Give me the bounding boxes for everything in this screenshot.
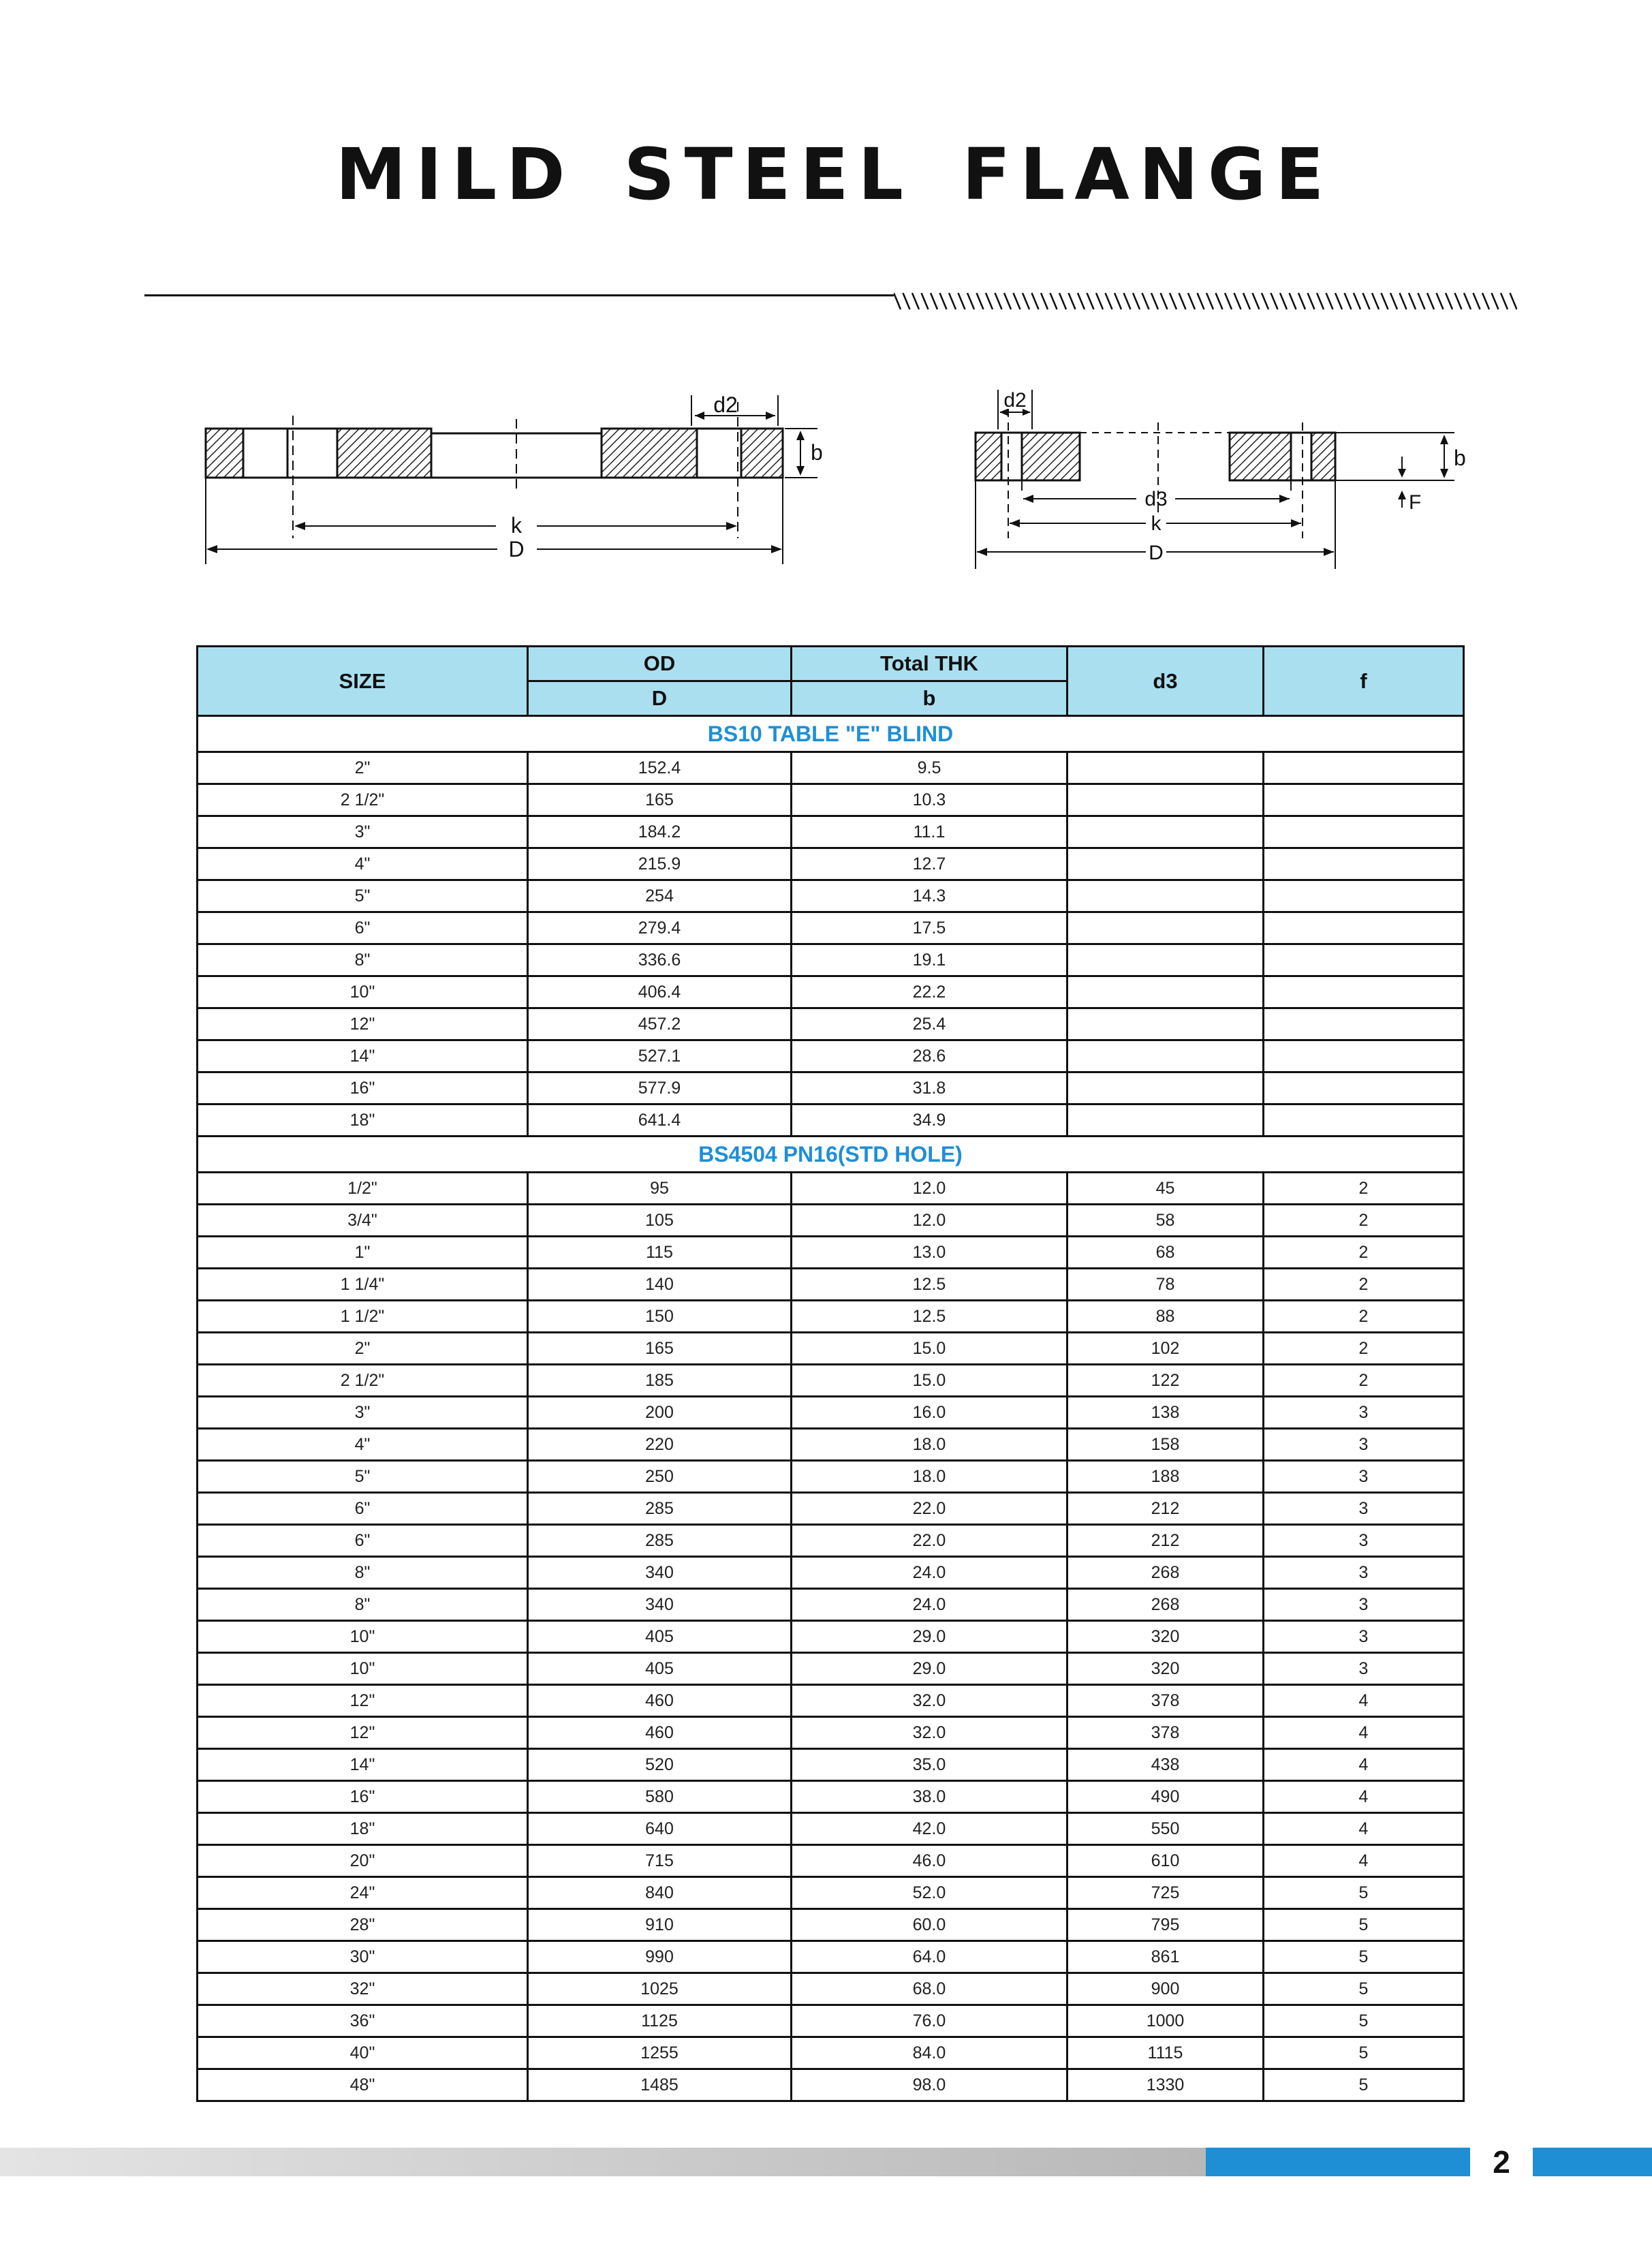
size-cell: 8" (198, 1557, 528, 1589)
table-row (198, 784, 1464, 816)
flange-spec-table (196, 645, 1465, 2102)
od-cell: 715 (528, 1845, 792, 1877)
od-cell: 140 (528, 1269, 792, 1301)
od-cell: 336.6 (528, 944, 792, 976)
thk-cell: 32.0 (792, 1717, 1067, 1749)
d3-cell: 212 (1067, 1493, 1264, 1525)
f-cell: 5 (1264, 1909, 1464, 1941)
d3-cell: 378 (1067, 1717, 1264, 1749)
size-cell: 14" (198, 1040, 528, 1072)
thk-cell: 22.2 (792, 976, 1067, 1008)
table-row (198, 1040, 1464, 1072)
thk-cell: 22.0 (792, 1493, 1067, 1525)
d3-cell: 725 (1067, 1877, 1264, 1909)
d3-cell (1067, 944, 1264, 976)
od-cell: 285 (528, 1493, 792, 1525)
size-cell: 18" (198, 1104, 528, 1137)
f-cell: 5 (1264, 1941, 1464, 1973)
table-row (198, 1781, 1464, 1813)
od-cell: 577.9 (528, 1072, 792, 1104)
d3-cell: 212 (1067, 1525, 1264, 1557)
section-row (198, 716, 1464, 752)
section-row (198, 1137, 1464, 1173)
table-row (198, 1685, 1464, 1717)
od-cell: 150 (528, 1301, 792, 1333)
thk-cell: 29.0 (792, 1621, 1067, 1653)
table-row (198, 1008, 1464, 1040)
od-cell: 95 (528, 1173, 792, 1205)
thk-cell: 14.3 (792, 880, 1067, 912)
table-row (198, 848, 1464, 880)
od-cell: 1255 (528, 2037, 792, 2069)
d3-cell: 610 (1067, 1845, 1264, 1877)
F-label-right: F (1409, 491, 1422, 514)
size-cell: 8" (198, 944, 528, 976)
k-label-left: k (511, 513, 522, 538)
od-cell: 580 (528, 1781, 792, 1813)
f-cell: 3 (1264, 1461, 1464, 1493)
size-cell: 4" (198, 848, 528, 880)
od-cell: 184.2 (528, 816, 792, 848)
d3-cell: 268 (1067, 1557, 1264, 1589)
d3-cell: 490 (1067, 1781, 1264, 1813)
thk-cell: 12.0 (792, 1173, 1067, 1205)
size-cell: 20" (198, 1845, 528, 1877)
thk-cell: 31.8 (792, 1072, 1067, 1104)
thk-cell: 18.0 (792, 1429, 1067, 1461)
thk-cell: 60.0 (792, 1909, 1067, 1941)
header-size: SIZE (198, 647, 528, 716)
od-cell: 340 (528, 1557, 792, 1589)
hatched-rule (894, 292, 1517, 311)
od-cell: 457.2 (528, 1008, 792, 1040)
d3-cell: 320 (1067, 1621, 1264, 1653)
table-row (198, 2069, 1464, 2101)
f-cell (1264, 976, 1464, 1008)
size-cell: 1" (198, 1237, 528, 1269)
thk-cell: 9.5 (792, 752, 1067, 784)
f-cell: 5 (1264, 1973, 1464, 2005)
od-cell: 165 (528, 1333, 792, 1365)
table-row (198, 752, 1464, 784)
d3-cell: 188 (1067, 1461, 1264, 1493)
table-row (198, 1429, 1464, 1461)
d3-cell (1067, 816, 1264, 848)
d3-cell: 122 (1067, 1365, 1264, 1397)
page-title: MILD STEEL FLANGE (335, 133, 1334, 216)
size-cell: 36" (198, 2005, 528, 2037)
D-label-right: D (1149, 542, 1164, 564)
d3-cell: 88 (1067, 1301, 1264, 1333)
thk-cell: 13.0 (792, 1237, 1067, 1269)
table-row (198, 816, 1464, 848)
f-cell: 2 (1264, 1269, 1464, 1301)
flange-diagram-left (198, 382, 879, 572)
thk-cell: 12.0 (792, 1205, 1067, 1237)
d3-cell: 45 (1067, 1173, 1264, 1205)
size-cell: 2 1/2" (198, 784, 528, 816)
size-cell: 4" (198, 1429, 528, 1461)
d3-cell: 900 (1067, 1973, 1264, 2005)
f-cell: 2 (1264, 1205, 1464, 1237)
d3-cell (1067, 880, 1264, 912)
thk-cell: 12.5 (792, 1301, 1067, 1333)
size-cell: 30" (198, 1941, 528, 1973)
thk-cell: 68.0 (792, 1973, 1067, 2005)
d2-label-left: d2 (713, 392, 738, 417)
table-row (198, 944, 1464, 976)
header-d3: d3 (1067, 647, 1264, 716)
od-cell: 215.9 (528, 848, 792, 880)
table-row (198, 1205, 1464, 1237)
flange-diagram-right (967, 382, 1485, 606)
od-cell: 285 (528, 1525, 792, 1557)
thk-cell: 10.3 (792, 784, 1067, 816)
d3-cell: 378 (1067, 1685, 1264, 1717)
od-cell: 405 (528, 1621, 792, 1653)
od-cell: 340 (528, 1589, 792, 1621)
size-cell: 3" (198, 816, 528, 848)
header-f: f (1264, 647, 1464, 716)
od-cell: 406.4 (528, 976, 792, 1008)
od-cell: 527.1 (528, 1040, 792, 1072)
thk-cell: 22.0 (792, 1525, 1067, 1557)
size-cell: 6" (198, 912, 528, 944)
table-row (198, 1525, 1464, 1557)
thk-cell: 35.0 (792, 1749, 1067, 1781)
od-cell: 405 (528, 1653, 792, 1685)
f-cell (1264, 816, 1464, 848)
size-cell: 2" (198, 752, 528, 784)
f-cell: 5 (1264, 2005, 1464, 2037)
thk-cell: 32.0 (792, 1685, 1067, 1717)
f-cell: 3 (1264, 1557, 1464, 1589)
f-cell: 5 (1264, 1877, 1464, 1909)
thk-cell: 42.0 (792, 1813, 1067, 1845)
od-cell: 990 (528, 1941, 792, 1973)
f-cell: 2 (1264, 1333, 1464, 1365)
size-cell: 6" (198, 1525, 528, 1557)
d3-cell: 102 (1067, 1333, 1264, 1365)
d3-cell: 550 (1067, 1813, 1264, 1845)
table-row (198, 1301, 1464, 1333)
thk-cell: 19.1 (792, 944, 1067, 976)
od-cell: 910 (528, 1909, 792, 1941)
d3-cell: 438 (1067, 1749, 1264, 1781)
od-cell: 220 (528, 1429, 792, 1461)
f-cell (1264, 912, 1464, 944)
od-cell: 165 (528, 784, 792, 816)
od-cell: 1485 (528, 2069, 792, 2101)
table-row (198, 1909, 1464, 1941)
table-row (198, 2005, 1464, 2037)
f-cell: 5 (1264, 2037, 1464, 2069)
header-total-thk: Total THK (792, 647, 1067, 681)
f-cell: 3 (1264, 1621, 1464, 1653)
thk-cell: 15.0 (792, 1333, 1067, 1365)
thk-cell: 17.5 (792, 912, 1067, 944)
table-row (198, 1461, 1464, 1493)
table-row (198, 1749, 1464, 1781)
section-title: BS4504 PN16(STD HOLE) (198, 1137, 1464, 1173)
od-cell: 152.4 (528, 752, 792, 784)
size-cell: 14" (198, 1749, 528, 1781)
od-cell: 641.4 (528, 1104, 792, 1137)
table-row (198, 1072, 1464, 1104)
thk-cell: 11.1 (792, 816, 1067, 848)
size-cell: 2" (198, 1333, 528, 1365)
table-row (198, 1621, 1464, 1653)
od-cell: 1025 (528, 1973, 792, 2005)
table-row (198, 1813, 1464, 1845)
table-row (198, 880, 1464, 912)
table-row (198, 1365, 1464, 1397)
table-row (198, 1653, 1464, 1685)
od-cell: 460 (528, 1717, 792, 1749)
d3-cell: 268 (1067, 1589, 1264, 1621)
od-cell: 520 (528, 1749, 792, 1781)
page-number: 2 (1470, 2142, 1533, 2182)
table-row (198, 1237, 1464, 1269)
header-od-sub: D (528, 681, 792, 716)
d3-cell (1067, 1072, 1264, 1104)
d3-cell (1067, 1104, 1264, 1137)
od-cell: 250 (528, 1461, 792, 1493)
d3-cell (1067, 912, 1264, 944)
table-row (198, 1941, 1464, 1973)
od-cell: 200 (528, 1397, 792, 1429)
size-cell: 10" (198, 1621, 528, 1653)
f-cell: 4 (1264, 1717, 1464, 1749)
k-label-right: k (1151, 512, 1162, 535)
d3-cell (1067, 1040, 1264, 1072)
size-cell: 5" (198, 1461, 528, 1493)
header-od: OD (528, 647, 792, 681)
thk-cell: 98.0 (792, 2069, 1067, 2101)
od-cell: 115 (528, 1237, 792, 1269)
f-cell: 4 (1264, 1845, 1464, 1877)
f-cell: 4 (1264, 1781, 1464, 1813)
table-row (198, 1717, 1464, 1749)
table-row (198, 1973, 1464, 2005)
f-cell: 5 (1264, 2069, 1464, 2101)
thk-cell: 64.0 (792, 1941, 1067, 1973)
table-row (198, 1877, 1464, 1909)
thk-cell: 38.0 (792, 1781, 1067, 1813)
size-cell: 40" (198, 2037, 528, 2069)
f-cell (1264, 880, 1464, 912)
size-cell: 12" (198, 1717, 528, 1749)
footer-bar-blue-end (1533, 2148, 1652, 2176)
f-cell (1264, 752, 1464, 784)
f-cell: 3 (1264, 1653, 1464, 1685)
size-cell: 8" (198, 1589, 528, 1621)
size-cell: 10" (198, 976, 528, 1008)
thk-cell: 24.0 (792, 1557, 1067, 1589)
d3-cell (1067, 848, 1264, 880)
f-cell: 3 (1264, 1429, 1464, 1461)
table-row (198, 1845, 1464, 1877)
f-cell: 4 (1264, 1813, 1464, 1845)
table-row (198, 912, 1464, 944)
f-cell: 3 (1264, 1525, 1464, 1557)
od-cell: 840 (528, 1877, 792, 1909)
f-cell (1264, 1104, 1464, 1137)
size-cell: 1 1/4" (198, 1269, 528, 1301)
thk-cell: 29.0 (792, 1653, 1067, 1685)
thk-cell: 46.0 (792, 1845, 1067, 1877)
d3-cell: 158 (1067, 1429, 1264, 1461)
table-row (198, 1397, 1464, 1429)
f-cell: 2 (1264, 1365, 1464, 1397)
d3-cell: 1330 (1067, 2069, 1264, 2101)
size-cell: 3" (198, 1397, 528, 1429)
thk-cell: 24.0 (792, 1589, 1067, 1621)
f-cell (1264, 1072, 1464, 1104)
f-cell (1264, 1008, 1464, 1040)
d2-label-right: d2 (1003, 389, 1027, 412)
title-rule (144, 294, 894, 296)
size-cell: 1/2" (198, 1173, 528, 1205)
od-cell: 1125 (528, 2005, 792, 2037)
f-cell: 4 (1264, 1685, 1464, 1717)
od-cell: 279.4 (528, 912, 792, 944)
f-cell: 3 (1264, 1493, 1464, 1525)
d3-label-right: d3 (1144, 488, 1168, 510)
d3-cell (1067, 976, 1264, 1008)
size-cell: 1 1/2" (198, 1301, 528, 1333)
size-cell: 16" (198, 1072, 528, 1104)
f-cell: 2 (1264, 1173, 1464, 1205)
f-cell (1264, 848, 1464, 880)
thk-cell: 28.6 (792, 1040, 1067, 1072)
table-row (198, 1269, 1464, 1301)
od-cell: 460 (528, 1685, 792, 1717)
thk-cell: 12.7 (792, 848, 1067, 880)
d3-cell (1067, 1008, 1264, 1040)
table-row (198, 1557, 1464, 1589)
thk-cell: 16.0 (792, 1397, 1067, 1429)
od-cell: 640 (528, 1813, 792, 1845)
od-cell: 254 (528, 880, 792, 912)
thk-cell: 34.9 (792, 1104, 1067, 1137)
f-cell (1264, 1040, 1464, 1072)
d3-cell: 861 (1067, 1941, 1264, 1973)
footer-bar-blue (1206, 2148, 1470, 2176)
table-row (198, 976, 1464, 1008)
size-cell: 5" (198, 880, 528, 912)
thk-cell: 15.0 (792, 1365, 1067, 1397)
d3-cell: 1115 (1067, 2037, 1264, 2069)
size-cell: 2 1/2" (198, 1365, 528, 1397)
thk-cell: 12.5 (792, 1269, 1067, 1301)
d3-cell (1067, 752, 1264, 784)
b-label-left: b (811, 440, 823, 465)
od-cell: 185 (528, 1365, 792, 1397)
size-cell: 48" (198, 2069, 528, 2101)
size-cell: 12" (198, 1008, 528, 1040)
table-row (198, 1333, 1464, 1365)
size-cell: 6" (198, 1493, 528, 1525)
d3-cell (1067, 784, 1264, 816)
size-cell: 12" (198, 1685, 528, 1717)
d3-cell: 138 (1067, 1397, 1264, 1429)
f-cell: 3 (1264, 1589, 1464, 1621)
od-cell: 105 (528, 1205, 792, 1237)
d3-cell: 58 (1067, 1205, 1264, 1237)
table-row (198, 1104, 1464, 1137)
footer-bar-grey (0, 2148, 1206, 2176)
b-label-right: b (1454, 446, 1466, 470)
f-cell: 4 (1264, 1749, 1464, 1781)
size-cell: 10" (198, 1653, 528, 1685)
table-row (198, 1493, 1464, 1525)
f-cell: 2 (1264, 1237, 1464, 1269)
thk-cell: 76.0 (792, 2005, 1067, 2037)
d3-cell: 68 (1067, 1237, 1264, 1269)
header-thk-sub: b (792, 681, 1067, 716)
thk-cell: 84.0 (792, 2037, 1067, 2069)
size-cell: 3/4" (198, 1205, 528, 1237)
size-cell: 24" (198, 1877, 528, 1909)
table-row (198, 2037, 1464, 2069)
D-label-left: D (508, 537, 525, 561)
table-row (198, 1589, 1464, 1621)
size-cell: 28" (198, 1909, 528, 1941)
size-cell: 32" (198, 1973, 528, 2005)
size-cell: 16" (198, 1781, 528, 1813)
f-cell: 3 (1264, 1397, 1464, 1429)
d3-cell: 795 (1067, 1909, 1264, 1941)
f-cell: 2 (1264, 1301, 1464, 1333)
thk-cell: 52.0 (792, 1877, 1067, 1909)
f-cell (1264, 944, 1464, 976)
size-cell: 18" (198, 1813, 528, 1845)
table-row (198, 1173, 1464, 1205)
thk-cell: 18.0 (792, 1461, 1067, 1493)
d3-cell: 78 (1067, 1269, 1264, 1301)
section-title: BS10 TABLE "E" BLIND (198, 716, 1464, 752)
d3-cell: 1000 (1067, 2005, 1264, 2037)
d3-cell: 320 (1067, 1653, 1264, 1685)
f-cell (1264, 784, 1464, 816)
thk-cell: 25.4 (792, 1008, 1067, 1040)
